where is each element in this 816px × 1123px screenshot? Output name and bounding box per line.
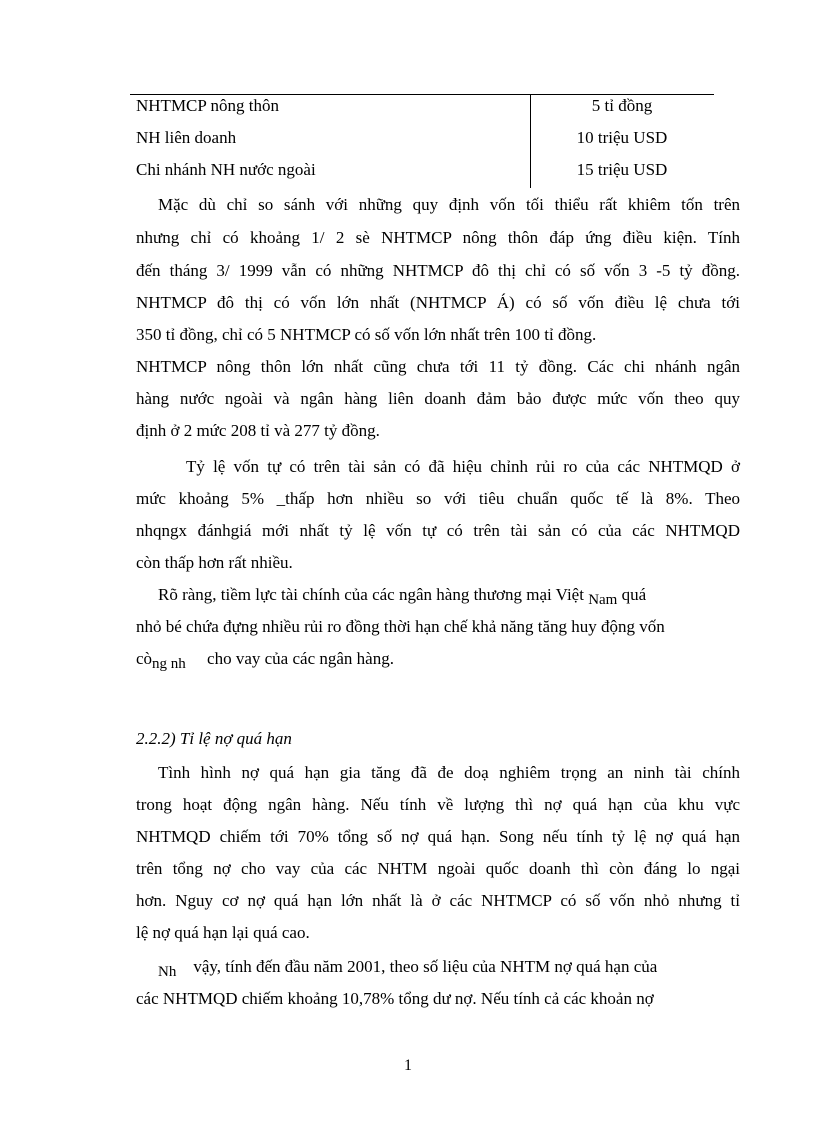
paragraph-line: trong hoạt động ngân hàng. Nếu tính về lượng thì nợ quá hạn của khu vực <box>136 795 740 814</box>
paragraph-line: nhqngx đánhgiá mới nhất tỷ lệ vốn tự có trên tài sản có của các NHTMQD <box>136 521 740 540</box>
page-number: 1 <box>404 1057 412 1074</box>
paragraph-line: trên tổng nợ cho vay của các NHTM ngoài quốc doanh thì còn đáng lo ngại <box>136 859 740 878</box>
bank-type-cell: NH liên doanh <box>136 128 237 147</box>
text-run: vậy, tính đến đầu năm 2001, theo số liệu của NHTM nợ quá hạn của <box>176 957 658 976</box>
text-run: Rõ ràng, tiềm lực tài chính của các ngân hàng thương mại Việt <box>158 585 589 604</box>
paragraph-line: các NHTMQD chiếm khoảng 10,78% tổng dư nợ. Nếu tính cả các khoản nợ <box>136 989 654 1008</box>
paragraph-line: NHTMCP nông thôn lớn nhất cũng chưa tới 11 tỷ đồng. Các chi nhánh ngân <box>136 357 740 376</box>
paragraph-line: NHTMCP đô thị có vốn lớn nhất (NHTMCP Á) có số vốn điều lệ chưa tới <box>136 293 740 312</box>
bank-type-cell: NHTMCP nông thôn <box>136 96 279 115</box>
min-capital-cell: 10 triệu USD <box>576 128 668 147</box>
paragraph-line: đến tháng 3/ 1999 vẫn có những NHTMCP đô thị chỉ có số vốn 3 -5 tỷ đồng. <box>136 261 740 280</box>
table-row <box>130 96 714 126</box>
paragraph-line: định ở 2 mức 208 tỉ và 277 tỷ đồng. <box>136 421 380 440</box>
table-row <box>130 128 714 158</box>
paragraph-line: Mặc dù chỉ so sánh với những quy định vốn tối thiểu rất khiêm tốn trên <box>158 195 740 214</box>
paragraph-line <box>158 956 740 979</box>
text-run-subscript: Nh <box>158 964 177 980</box>
table-row <box>130 160 714 190</box>
paragraph-line <box>136 648 740 671</box>
paragraph-line: NHTMQD chiếm tới 70% tổng số nợ quá hạn. Song nếu tính tỷ lệ nợ quá hạn <box>136 827 740 846</box>
paragraph-line: hơn. Nguy cơ nợ quá hạn lớn nhất là ở các NHTMCP có số vốn nhỏ nhưng tỉ <box>136 891 740 910</box>
paragraph-line: hàng nước ngoài và ngân hàng liên doanh đảm bảo được mức vốn theo quy <box>136 389 740 408</box>
min-capital-cell: 5 tỉ đồng <box>591 96 653 115</box>
section-heading: 2.2.2) Tỉ lệ nợ quá hạn <box>136 729 292 748</box>
paragraph-line: nhỏ bé chứa đựng nhiều rủi ro đồng thời hạn chế khả năng tăng huy động vốn <box>136 617 665 636</box>
text-run-subscript: ng nh <box>152 656 186 672</box>
paragraph-line: còn thấp hơn rất nhiều. <box>136 553 293 572</box>
text-run: cò <box>136 649 153 668</box>
table-top-border <box>130 94 714 95</box>
paragraph-line: Tỷ lệ vốn tự có trên tài sản có đã hiệu chỉnh rủi ro của các NHTMQD ở <box>186 457 740 476</box>
text-run-subscript: Nam <box>588 592 618 608</box>
paragraph-line: mức khoảng 5% _thấp hơn nhiều so với tiêu chuẩn quốc tế là 8%. Theo <box>136 489 740 508</box>
paragraph-line: 350 tỉ đồng, chỉ có 5 NHTMCP có số vốn lớn nhất trên 100 tỉ đồng. <box>136 325 597 344</box>
paragraph-line: Tình hình nợ quá hạn gia tăng đã đe doạ nghiêm trọng an ninh tài chính <box>158 763 740 782</box>
paragraph-line <box>158 584 740 607</box>
min-capital-cell: 15 triệu USD <box>576 160 668 179</box>
text-run: cho vay của các ngân hàng. <box>185 649 394 668</box>
paragraph-line: lệ nợ quá hạn lại quá cao. <box>136 923 310 942</box>
text-run: quá <box>617 585 647 604</box>
bank-type-cell: Chi nhánh NH nước ngoài <box>136 160 316 179</box>
paragraph-line: nhưng chỉ có khoảng 1/ 2 sè NHTMCP nông thôn đáp ứng điều kiện. Tính <box>136 228 740 247</box>
